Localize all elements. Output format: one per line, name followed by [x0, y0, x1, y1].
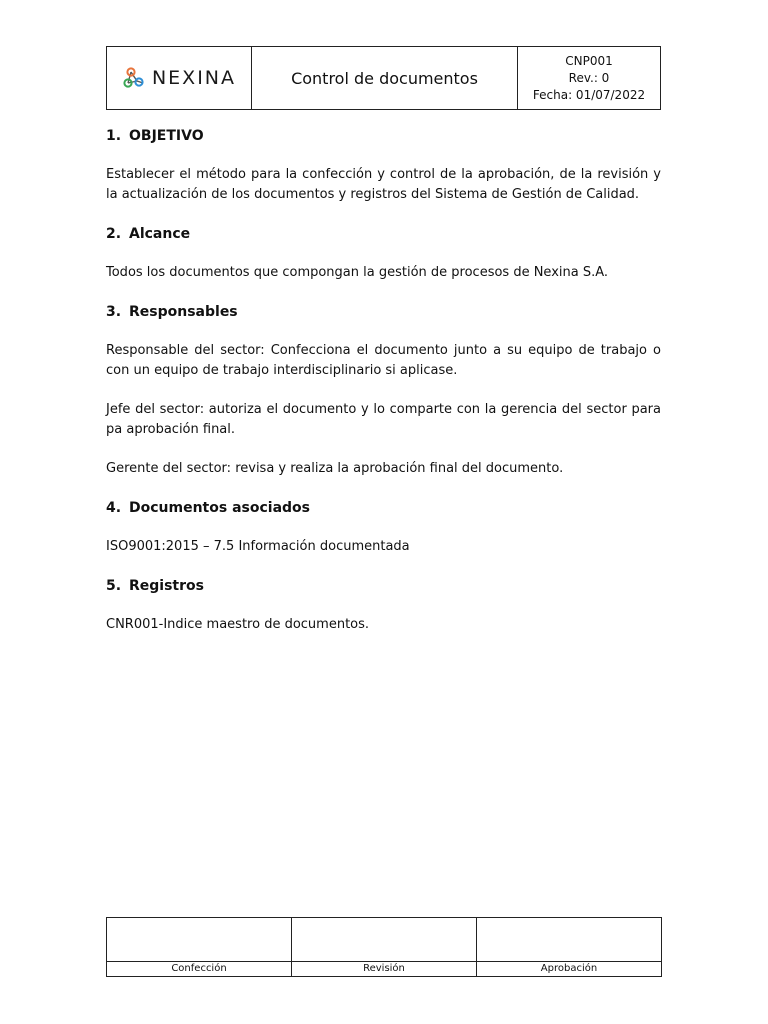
- section: [106, 224, 661, 283]
- section-number: 1.: [106, 128, 122, 144]
- section-paragraph: Jefe del sector: autoriza el documento y lo comparte con la gerencia del sector para pa aprobación final.: [106, 402, 661, 437]
- document-body: [106, 126, 661, 654]
- section-title: OBJETIVO: [129, 128, 204, 144]
- section-heading: [106, 224, 661, 244]
- document-meta: [518, 47, 660, 109]
- section-heading: [106, 576, 661, 596]
- logo: [107, 47, 252, 109]
- section-number: 2.: [106, 226, 122, 242]
- signature-table: [106, 917, 662, 977]
- signature-box: [107, 918, 291, 961]
- signature-label: Confección: [107, 961, 291, 976]
- section-heading: [106, 498, 661, 518]
- signature-box: [292, 918, 476, 961]
- logo-text: NEXINA: [151, 67, 237, 89]
- section: [106, 302, 661, 479]
- section-number: 5.: [106, 578, 122, 594]
- section-paragraph: CNR001-Indice maestro de documentos.: [106, 617, 370, 632]
- section-title: Documentos asociados: [129, 500, 310, 516]
- section-paragraph: ISO9001:2015 – 7.5 Información documentada: [106, 539, 410, 554]
- document-header: [106, 46, 661, 110]
- section-paragraph: Gerente del sector: revisa y realiza la aprobación final del documento.: [106, 461, 564, 476]
- section: [106, 576, 661, 635]
- document-title: Control de documentos: [252, 47, 518, 109]
- section-number: 3.: [106, 304, 122, 320]
- section-heading: [106, 126, 661, 146]
- section-paragraph: Responsable del sector: Confecciona el documento junto a su equipo de trabajo o con un equipo de trabajo interdisciplinario si aplicase.: [106, 343, 661, 378]
- signature-column-confeccion: [107, 918, 292, 976]
- section-title: Registros: [129, 578, 204, 594]
- section-paragraph: Todos los documentos que compongan la gestión de procesos de Nexina S.A.: [106, 265, 609, 280]
- signature-column-aprobacion: [477, 918, 661, 976]
- document-revision: Rev.: 0: [568, 70, 610, 85]
- document-code: CNP001: [565, 53, 613, 68]
- section-title: Responsables: [129, 304, 238, 320]
- section: [106, 498, 661, 557]
- section-heading: [106, 302, 661, 322]
- signature-column-revision: [292, 918, 477, 976]
- signature-box: [477, 918, 661, 961]
- section: [106, 126, 661, 205]
- section-number: 4.: [106, 500, 122, 516]
- nexina-logo-icon: [122, 66, 148, 90]
- signature-label: Aprobación: [477, 961, 661, 976]
- section-title: Alcance: [129, 226, 191, 242]
- section-paragraph: Establecer el método para la confección y control de la aprobación, de la revisión y la actualización de los documentos y registros del Sistema de Gestión de Calidad.: [106, 167, 661, 202]
- signature-label: Revisión: [292, 961, 476, 976]
- document-date: Fecha: 01/07/2022: [532, 87, 646, 102]
